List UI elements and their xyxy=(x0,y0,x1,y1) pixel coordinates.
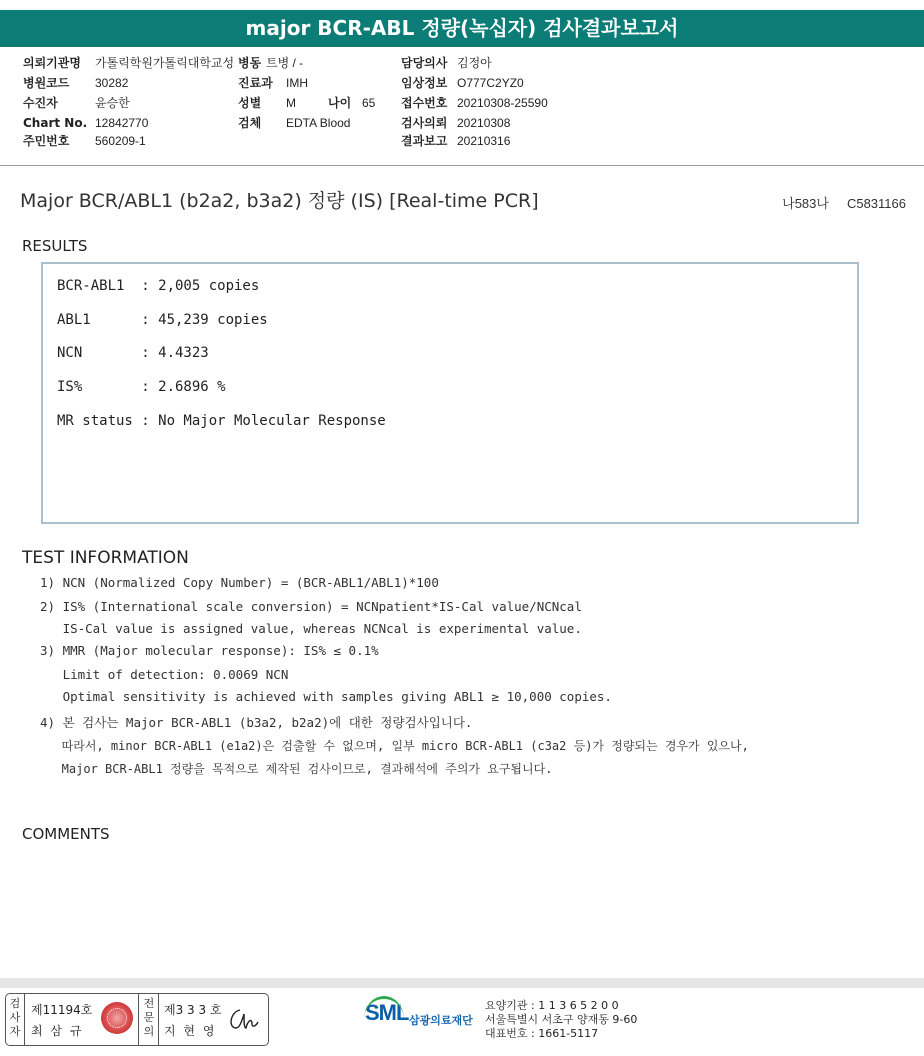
specialist-vertical-label: 전문의 xyxy=(143,997,155,1038)
info-line-5: Limit of detection: 0.0069 NCN xyxy=(40,667,289,682)
stamp-divider xyxy=(138,994,139,1045)
result-bcr-abl1: BCR-ABL1 : 2,005 copies xyxy=(57,278,260,294)
report-date-row: 결과보고 20210316 xyxy=(401,134,511,148)
request-row: 검사의뢰 20210308 xyxy=(401,116,511,130)
phone-number: 대표번호 : 1661-5117 xyxy=(485,1027,599,1040)
info-line-4: 3) MMR (Major molecular response): IS% ≤ 0.1% xyxy=(40,643,379,658)
hospital-code-row: 병원코드 30282 xyxy=(23,76,129,90)
info-line-3: IS-Cal value is assigned value, whereas NCNcal is experimental value. xyxy=(40,621,582,636)
info-line-1: 1) NCN (Normalized Copy Number) = (BCR-ABL1/ABL1)*100 xyxy=(40,575,439,590)
inspector-license: 제11194호 xyxy=(31,1003,93,1017)
resident-row: 주민번호 560209-1 xyxy=(23,134,146,148)
info-line-7: 4) 본 검사는 Major BCR-ABL1 (b3a2, b2a2)에 대한 정량검사입니다. xyxy=(40,715,473,730)
result-mr-status: MR status : No Major Molecular Response xyxy=(57,413,386,429)
inspector-vertical-label: 검사자 xyxy=(9,997,21,1038)
chart-row: Chart No. 12842770 xyxy=(23,116,149,130)
patient-header xyxy=(0,50,924,166)
report-title: major BCR-ABL 정량(녹십자) 검사결과보고서 xyxy=(0,10,924,47)
stamp-divider xyxy=(158,994,159,1045)
red-seal-stamp xyxy=(101,1002,133,1034)
doctor-row: 담당의사 김정아 xyxy=(401,56,492,70)
specimen-row: 검체 EDTA Blood xyxy=(238,116,351,130)
inspector-name: 최 삼 규 xyxy=(31,1024,84,1038)
results-box xyxy=(41,262,859,524)
organization-address xyxy=(485,999,637,1041)
info-line-2: 2) IS% (International scale conversion) = NCNpatient*IS-Cal value/NCNcal xyxy=(40,599,582,614)
test-codes xyxy=(764,193,906,212)
address: 서울특별시 서초구 양재동 9-60 xyxy=(485,1013,638,1026)
info-line-8: 따라서, minor BCR-ABL1 (e1a2)은 검출할 수 없으며, 일부 micro BCR-ABL1 (c3a2 등)가 정량되는 경우가 있으나, xyxy=(40,739,749,753)
result-ncn: NCN : 4.4323 xyxy=(57,345,209,361)
ward-row: 병동 트병 / - xyxy=(238,56,304,70)
test-code-2: C5831166 xyxy=(846,196,906,211)
department-row: 진료과 IMH xyxy=(238,76,308,90)
info-line-6: Optimal sensitivity is achieved with samples giving ABL1 ≥ 10,000 copies. xyxy=(40,689,612,704)
collector-row: 수진자 윤승한 xyxy=(23,96,130,110)
institution-row: 의뢰기관명 가톨릭학원가톨릭대학교성 xyxy=(23,56,235,70)
organization-name: 삼광의료재단 xyxy=(409,1014,473,1027)
signature-scribble xyxy=(226,1006,262,1034)
comments-heading: COMMENTS xyxy=(22,825,110,843)
signature-box xyxy=(5,993,269,1046)
care-number: 요양기관 : 1 1 3 6 5 2 0 0 xyxy=(485,999,619,1012)
stamp-divider xyxy=(24,994,25,1045)
sex-row: 성별 M 나이 65 xyxy=(238,96,376,110)
sml-logo-mark: SML xyxy=(365,1000,408,1026)
footer-bar xyxy=(0,978,924,988)
result-is-percent: IS% : 2.6896 % xyxy=(57,379,226,395)
receipt-row: 접수번호 20210308-25590 xyxy=(401,96,548,110)
header-divider xyxy=(0,165,924,166)
specialist-license: 제3 3 3 호 xyxy=(164,1003,222,1017)
info-line-9: Major BCR-ABL1 정량을 목적으로 제작된 검사이므로, 결과해석에 주의가 요구됩니다. xyxy=(40,762,553,776)
test-name: Major BCR/ABL1 (b2a2, b3a2) 정량 (IS) [Real-time PCR] xyxy=(20,190,539,212)
results-heading: RESULTS xyxy=(22,237,88,255)
result-abl1: ABL1 : 45,239 copies xyxy=(57,312,268,328)
clinical-row: 임상정보 O777C2YZ0 xyxy=(401,76,524,90)
specialist-name: 지 현 영 xyxy=(164,1024,217,1038)
test-code-1: 나583나 xyxy=(782,196,829,211)
test-information-heading: TEST INFORMATION xyxy=(22,548,189,568)
